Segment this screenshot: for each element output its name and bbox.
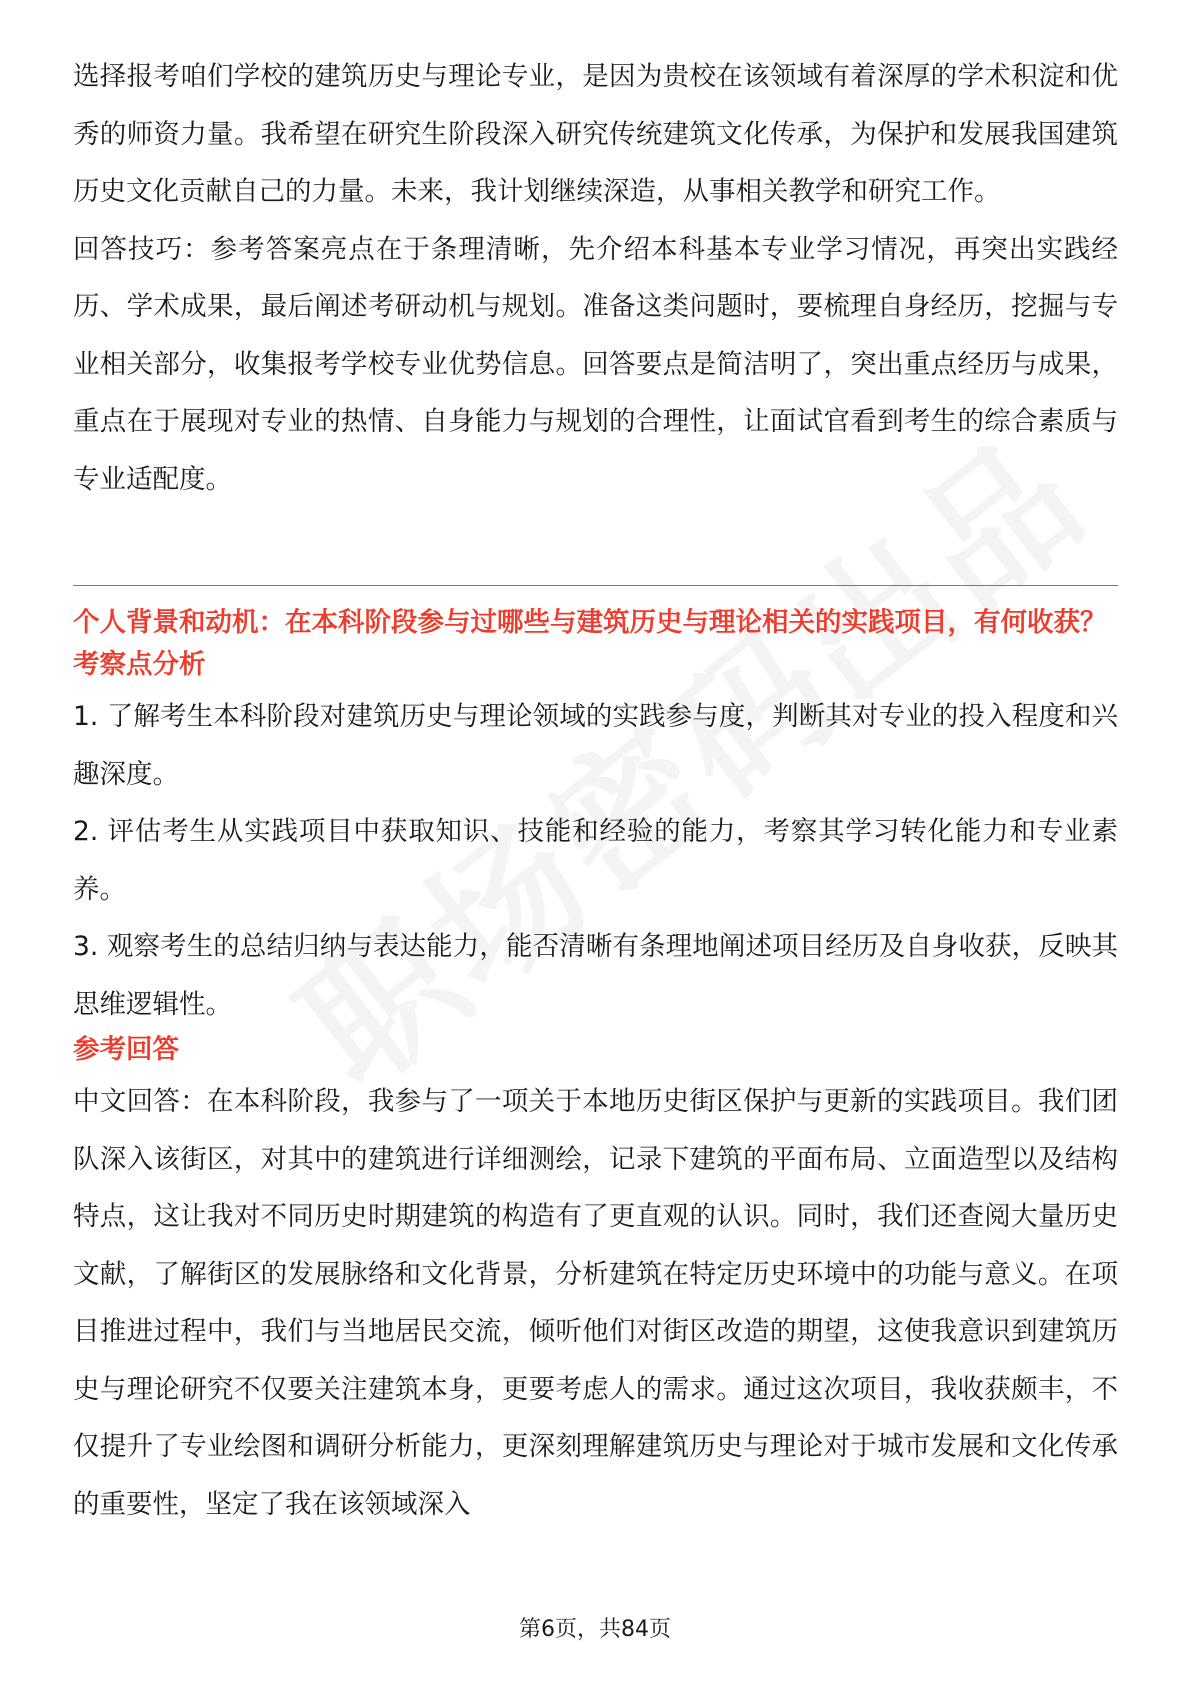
question-heading: 个人背景和动机：在本科阶段参与过哪些与建筑历史与理论相关的实践项目，有何收获？ xyxy=(73,607,1107,638)
answer-paragraph: 中文回答：在本科阶段，我参与了一项关于本地历史街区保护与更新的实践项目。我们团队深入该街区，对其中的建筑进行详细测绘，记录下建筑的平面布局、立面造型以及结构特点，这让我对不同历史时期建筑的构造有了更直观的认识。同时，我们还查阅大量历史文献，了解街区的发展脉络和文化背景，分析建筑在特定历史环境中的功能与意义。在项目推进过程中，我们与当地居民交流，倾听他们对街区改造的期望，这使我意识到建筑历史与理论研究不仅要关注建筑本身，更要考虑人的需求。通过这次项目，我收获颇丰，不仅提升了专业绘图和调研分析能力，更深刻理解建筑历史与理论对于城市发展和文化传承的重要性，坚定了我在该领域深入 xyxy=(73,1086,1118,1520)
intro-paragraph: 选择报考咱们学校的建筑历史与理论专业，是因为贵校在该领域有着深厚的学术积淀和优秀的师资力量。我希望在研究生阶段深入研究传统建筑文化传承，为保护和发展我国建筑历史文化贡献自己的力量。未来，我计划继续深造，从事相关教学和研究工作。 xyxy=(73,61,1118,207)
answer-section xyxy=(73,1073,1118,1533)
analysis-point-2: 2. 评估考生从实践项目中获取知识、技能和经验的能力，考察其学习转化能力和专业素养。 xyxy=(73,816,1118,905)
top-section xyxy=(73,48,1118,508)
analysis-list xyxy=(73,688,1118,1033)
analysis-point-1: 1. 了解考生本科阶段对建筑历史与理论领域的实践参与度，判断其对专业的投入程度和兴趣深度。 xyxy=(73,701,1118,790)
section-divider xyxy=(73,585,1118,586)
answer-heading: 参考回答 xyxy=(73,1034,179,1065)
tips-paragraph: 回答技巧：参考答案亮点在于条理清晰，先介绍本科基本专业学习情况，再突出实践经历、学术成果，最后阐述考研动机与规划。准备这类问题时，要梳理自身经历，挖掘与专业相关部分，收集报考学校专业优势信息。回答要点是简洁明了，突出重点经历与成果，重点在于展现对专业的热情、自身能力与规划的合理性，让面试官看到考生的综合素质与专业适配度。 xyxy=(73,233,1118,495)
analysis-heading: 考察点分析 xyxy=(73,649,206,680)
page-number: 第6页，共84页 xyxy=(519,1617,671,1642)
analysis-point-3: 3. 观察考生的总结归纳与表达能力，能否清晰有条理地阐述项目经历及自身收获，反映其思维逻辑性。 xyxy=(73,931,1118,1020)
